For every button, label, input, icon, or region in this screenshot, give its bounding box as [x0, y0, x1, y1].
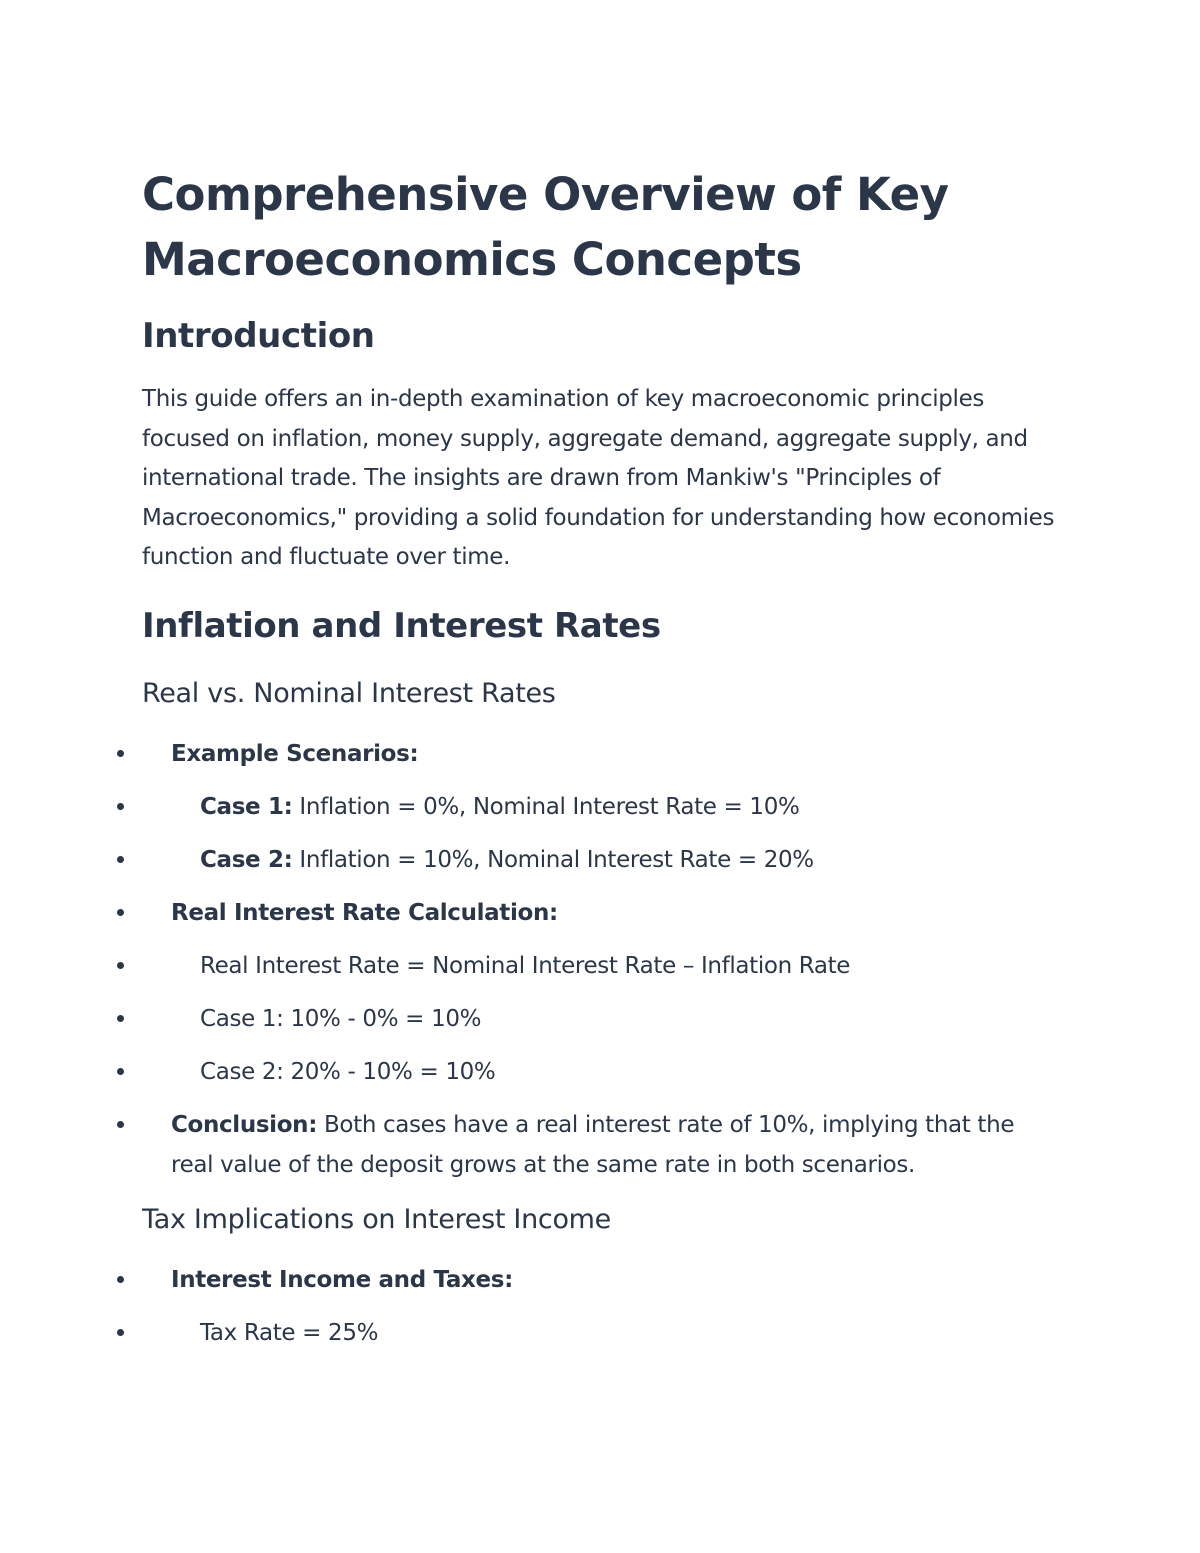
list-item-label: Case 1: — [200, 793, 293, 820]
list-item-label: Conclusion: — [171, 1111, 318, 1138]
list-item-label: Example Scenarios: — [171, 740, 419, 767]
bullet-icon — [117, 1276, 124, 1283]
list-item — [142, 734, 1062, 774]
list-item — [142, 1260, 1062, 1300]
bullet-icon — [117, 1329, 124, 1336]
list-item-text: Tax Rate = 25% — [200, 1319, 379, 1346]
page-title-line-2: Macroeconomics Concepts — [142, 233, 802, 286]
bullet-icon — [117, 750, 124, 757]
real-vs-nominal-list — [142, 734, 1062, 1185]
list-item — [142, 840, 1062, 880]
list-item-text: Inflation = 0%, Nominal Interest Rate = 10% — [292, 793, 800, 820]
page-title-line-1: Comprehensive Overview of Key — [142, 168, 949, 221]
list-item — [142, 893, 1062, 933]
bullet-icon — [117, 962, 124, 969]
bullet-icon — [117, 909, 124, 916]
bullet-icon — [117, 1015, 124, 1022]
bullet-icon — [117, 1068, 124, 1075]
tax-list — [142, 1260, 1062, 1353]
subheading-real-vs-nominal: Real vs. Nominal Interest Rates — [142, 677, 556, 709]
section-heading-inflation: Inflation and Interest Rates — [142, 605, 661, 646]
list-item-text: Case 1: 10% - 0% = 10% — [200, 1005, 482, 1032]
list-item — [142, 1313, 1062, 1353]
page-title — [142, 162, 1062, 292]
list-item-text: Case 2: 20% - 10% = 10% — [200, 1058, 496, 1085]
section-heading-introduction: Introduction — [142, 316, 375, 356]
document-page — [142, 162, 1062, 1353]
list-item-label: Interest Income and Taxes: — [171, 1266, 513, 1293]
bullet-icon — [117, 1121, 124, 1128]
list-item — [142, 999, 1062, 1039]
intro-paragraph: This guide offers an in-depth examination of key macroeconomic principles focused on inflation, money supply, aggregate demand, aggregate supply, and international trade. The insights are drawn from Mankiw's "Principles of Macroeconomics," providing a solid foundation for understanding how economies function and fluctuate over time. — [142, 386, 1055, 571]
list-item — [142, 1052, 1062, 1092]
list-item — [142, 787, 1062, 827]
list-item-text: Inflation = 10%, Nominal Interest Rate = 20% — [292, 846, 814, 873]
list-item-label: Case 2: — [200, 846, 293, 873]
list-item — [142, 946, 1062, 986]
bullet-icon — [117, 803, 124, 810]
bullet-icon — [117, 856, 124, 863]
list-item — [142, 1105, 1062, 1185]
list-item-text: Both cases have a real interest rate of 10%, implying that the real value of the deposit grows at the same rate in both scenarios. — [171, 1111, 1015, 1178]
list-item-label: Real Interest Rate Calculation: — [171, 899, 558, 926]
list-item-text: Real Interest Rate = Nominal Interest Rate – Inflation Rate — [200, 952, 851, 979]
subheading-tax-implications: Tax Implications on Interest Income — [142, 1203, 611, 1235]
